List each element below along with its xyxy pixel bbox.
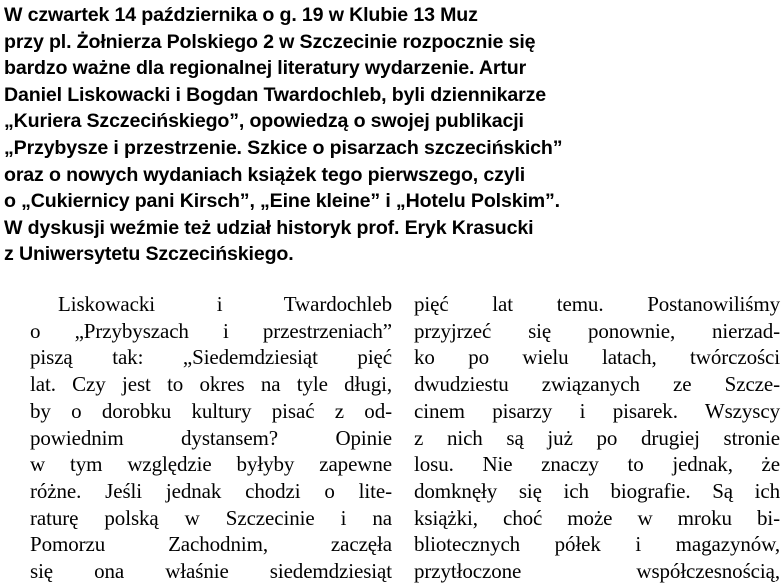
body-line: pięć lat temu. Postanowiliśmy bbox=[414, 292, 780, 316]
lead-line: W czwartek 14 października o g. 19 w Klubie 13 Muz bbox=[4, 4, 478, 26]
lead-line: „Przybysze i przestrzenie. Szkice o pisarzach szczecińskich” bbox=[4, 136, 563, 159]
lead-paragraph bbox=[4, 2, 780, 268]
lead-line: z Uniwersytetu Szczecińskiego. bbox=[4, 243, 294, 266]
body-line: losu. Nie znaczy to jednak, że bbox=[414, 452, 780, 477]
body-line: różne. Jeśli jednak chodzi o lite- bbox=[30, 478, 392, 503]
body-line: przytłoczone współczesnością, bbox=[414, 559, 780, 584]
body-column-left bbox=[30, 291, 392, 585]
body-line: dwudziestu związanych ze Szcze- bbox=[414, 372, 780, 397]
body-line: bliotecznych półek i magazynów, bbox=[414, 532, 780, 557]
body-line: powiednim dystansem? Opinie bbox=[30, 425, 392, 450]
body-column-right bbox=[414, 291, 780, 585]
body-line: ko po wielu latach, twórczości bbox=[414, 345, 780, 370]
body-line: by o dorobku kultury pisać z od- bbox=[30, 398, 392, 423]
lead-line: przy pl. Żołnierza Polskiego 2 w Szczecinie rozpocznie się bbox=[4, 30, 536, 53]
body-line: o „Przybyszach i przestrzeniach” bbox=[30, 318, 392, 343]
body-line: Pomorzu Zachodnim, zaczęła bbox=[30, 532, 392, 557]
body-line: z nich są już po drugiej stronie bbox=[414, 425, 780, 450]
body-line: cinem pisarzy i pisarek. Wszyscy bbox=[414, 398, 780, 423]
body-line: piszą tak: „Siedemdziesiąt pięć bbox=[30, 345, 392, 370]
lead-line: o „Cukiernicy pani Kirsch”, „Eine kleine” i „Hotelu Polskim”. bbox=[4, 190, 560, 213]
body-line: raturę polską w Szczecinie i na bbox=[30, 505, 392, 530]
lead-line: Daniel Liskowacki i Bogdan Twardochleb, byli dziennikarze bbox=[4, 83, 547, 106]
body-line: się ona właśnie siedemdziesiąt bbox=[30, 559, 392, 584]
lead-line: „Kuriera Szczecińskiego”, opowiedzą o swojej publikacji bbox=[4, 110, 524, 133]
body-line: w tym względzie byłyby zapewne bbox=[30, 452, 392, 477]
lead-line: bardzo ważne dla regionalnej literatury wydarzenie. Artur bbox=[4, 57, 527, 80]
body-line: lat. Czy jest to okres na tyle długi, bbox=[30, 372, 392, 397]
body-line: Liskowacki i Twardochleb bbox=[58, 292, 392, 316]
body-line: przyjrzeć się ponownie, nierzad- bbox=[414, 318, 780, 343]
body-line: domknęły się ich biografie. Są ich bbox=[414, 478, 780, 503]
body-line: książki, choć może w mroku bi- bbox=[414, 505, 780, 530]
lead-line: W dyskusji weźmie też udział historyk prof. Eryk Krasucki bbox=[4, 216, 534, 239]
lead-line: oraz o nowych wydaniach książek tego pierwszego, czyli bbox=[4, 163, 526, 186]
